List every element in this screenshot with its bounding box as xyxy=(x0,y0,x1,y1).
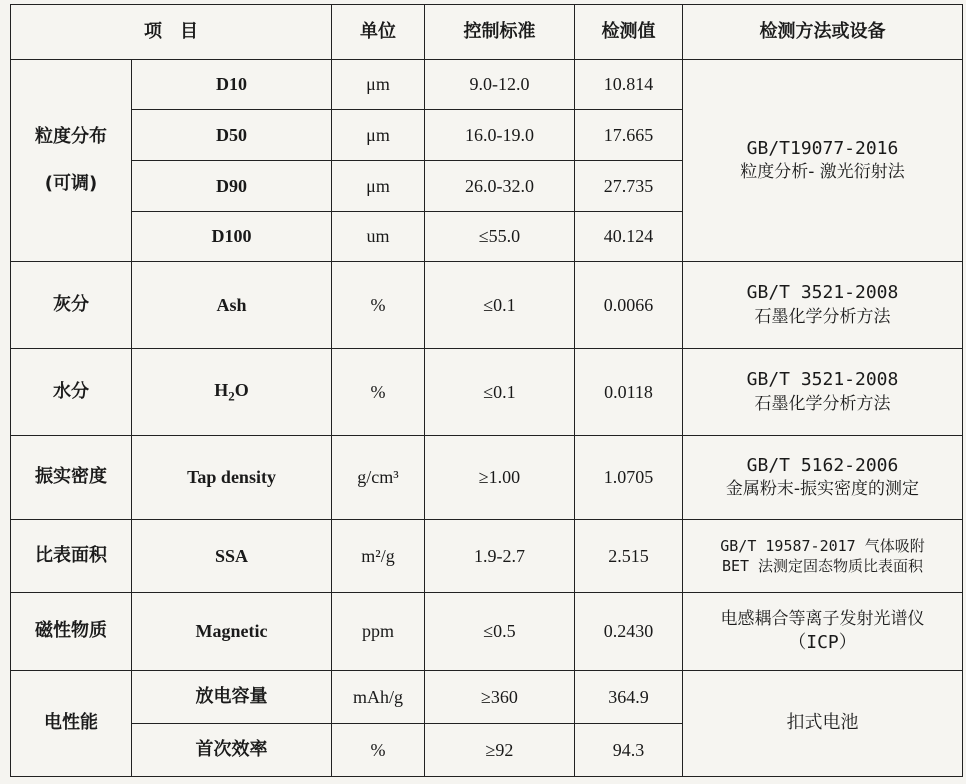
value-cell: 2.515 xyxy=(575,520,683,593)
item-d10: D10 xyxy=(132,60,332,110)
method-standard-code: GB/T 3521-2008 xyxy=(746,282,899,304)
table-row xyxy=(11,593,963,671)
tap-density-label: 振实密度 xyxy=(11,436,132,520)
standard-cell: ≤0.1 xyxy=(425,349,575,436)
standard-cell: 26.0-32.0 xyxy=(425,161,575,212)
item-h2o xyxy=(132,349,332,436)
header-row xyxy=(11,5,963,60)
water-method-cell xyxy=(683,349,963,436)
method-description: 金属粉末-振实密度的测定 xyxy=(725,479,920,500)
unit-cell: μm xyxy=(332,110,425,161)
header-unit: 单位 xyxy=(332,5,425,60)
item-d100: D100 xyxy=(132,212,332,262)
table-row xyxy=(11,60,963,110)
standard-cell: ≤0.1 xyxy=(425,262,575,349)
unit-cell: mAh/g xyxy=(332,671,425,724)
header-measured: 检测值 xyxy=(575,5,683,60)
method-standard-code: GB/T 19587-2017 气体吸附 xyxy=(720,536,925,555)
magnetic-label: 磁性物质 xyxy=(11,593,132,671)
item-first-efficiency: 首次效率 xyxy=(132,724,332,777)
table-row xyxy=(11,671,963,724)
item-d90: D90 xyxy=(132,161,332,212)
unit-cell: ppm xyxy=(332,593,425,671)
method-standard-code: GB/T 3521-2008 xyxy=(746,369,899,391)
unit-cell: % xyxy=(332,262,425,349)
table-row xyxy=(11,520,963,593)
electric-label: 电性能 xyxy=(11,671,132,777)
particle-group-label: 粒度分布 xyxy=(35,126,107,148)
method-description: 粒度分析- 激光衍射法 xyxy=(740,162,905,183)
value-cell: 27.735 xyxy=(575,161,683,212)
method-standard-code: GB/T19077-2016 xyxy=(746,137,899,159)
h2o-subscript: 2 xyxy=(228,389,235,405)
unit-cell: um xyxy=(332,212,425,262)
standard-cell: 16.0-19.0 xyxy=(425,110,575,161)
value-cell: 1.0705 xyxy=(575,436,683,520)
ssa-method-cell xyxy=(683,520,963,593)
header-standard: 控制标准 xyxy=(425,5,575,60)
method-description: 石墨化学分析方法 xyxy=(754,306,891,327)
unit-cell: % xyxy=(332,349,425,436)
item-ssa: SSA xyxy=(132,520,332,593)
header-method: 检测方法或设备 xyxy=(683,5,963,60)
value-cell: 94.3 xyxy=(575,724,683,777)
standard-cell: 9.0-12.0 xyxy=(425,60,575,110)
tap-method-cell xyxy=(683,436,963,520)
header-item: 项 目 xyxy=(11,5,332,60)
h2o-tail: O xyxy=(234,380,249,401)
magnetic-method-cell xyxy=(683,593,963,671)
value-cell: 17.665 xyxy=(575,110,683,161)
method-description: BET 法测定固态物质比表面积 xyxy=(721,557,924,575)
unit-cell: g/cm³ xyxy=(332,436,425,520)
value-cell: 0.2430 xyxy=(575,593,683,671)
standard-cell: ≤55.0 xyxy=(425,212,575,262)
ash-label: 灰分 xyxy=(11,262,132,349)
item-discharge-capacity: 放电容量 xyxy=(132,671,332,724)
water-label: 水分 xyxy=(11,349,132,436)
h2o-main: H xyxy=(214,380,229,401)
method-description: 电感耦合等离子发射光谱仪 xyxy=(720,608,925,629)
value-cell: 0.0118 xyxy=(575,349,683,436)
unit-cell: μm xyxy=(332,161,425,212)
particle-method-cell xyxy=(683,60,963,262)
item-ash: Ash xyxy=(132,262,332,349)
unit-cell: m²/g xyxy=(332,520,425,593)
unit-cell: μm xyxy=(332,60,425,110)
item-d50: D50 xyxy=(132,110,332,161)
value-cell: 40.124 xyxy=(575,212,683,262)
ssa-label: 比表面积 xyxy=(11,520,132,593)
standard-cell: 1.9-2.7 xyxy=(425,520,575,593)
standard-cell: ≥360 xyxy=(425,671,575,724)
value-cell: 0.0066 xyxy=(575,262,683,349)
method-abbrev: （ICP） xyxy=(788,631,857,653)
method-description: 石墨化学分析方法 xyxy=(754,393,891,414)
method-standard-code: GB/T 5162-2006 xyxy=(746,454,899,476)
standard-cell: ≥1.00 xyxy=(425,436,575,520)
item-tap-density: Tap density xyxy=(132,436,332,520)
electric-method-cell: 扣式电池 xyxy=(683,671,963,777)
particle-group-sublabel: (可调) xyxy=(44,172,98,194)
standard-cell: ≥92 xyxy=(425,724,575,777)
table-row xyxy=(11,436,963,520)
standard-cell: ≤0.5 xyxy=(425,593,575,671)
ash-method-cell xyxy=(683,262,963,349)
particle-group-cell xyxy=(11,60,132,262)
table-row xyxy=(11,262,963,349)
specification-table xyxy=(10,4,963,777)
item-magnetic: Magnetic xyxy=(132,593,332,671)
table-row xyxy=(11,349,963,436)
unit-cell: % xyxy=(332,724,425,777)
value-cell: 10.814 xyxy=(575,60,683,110)
value-cell: 364.9 xyxy=(575,671,683,724)
